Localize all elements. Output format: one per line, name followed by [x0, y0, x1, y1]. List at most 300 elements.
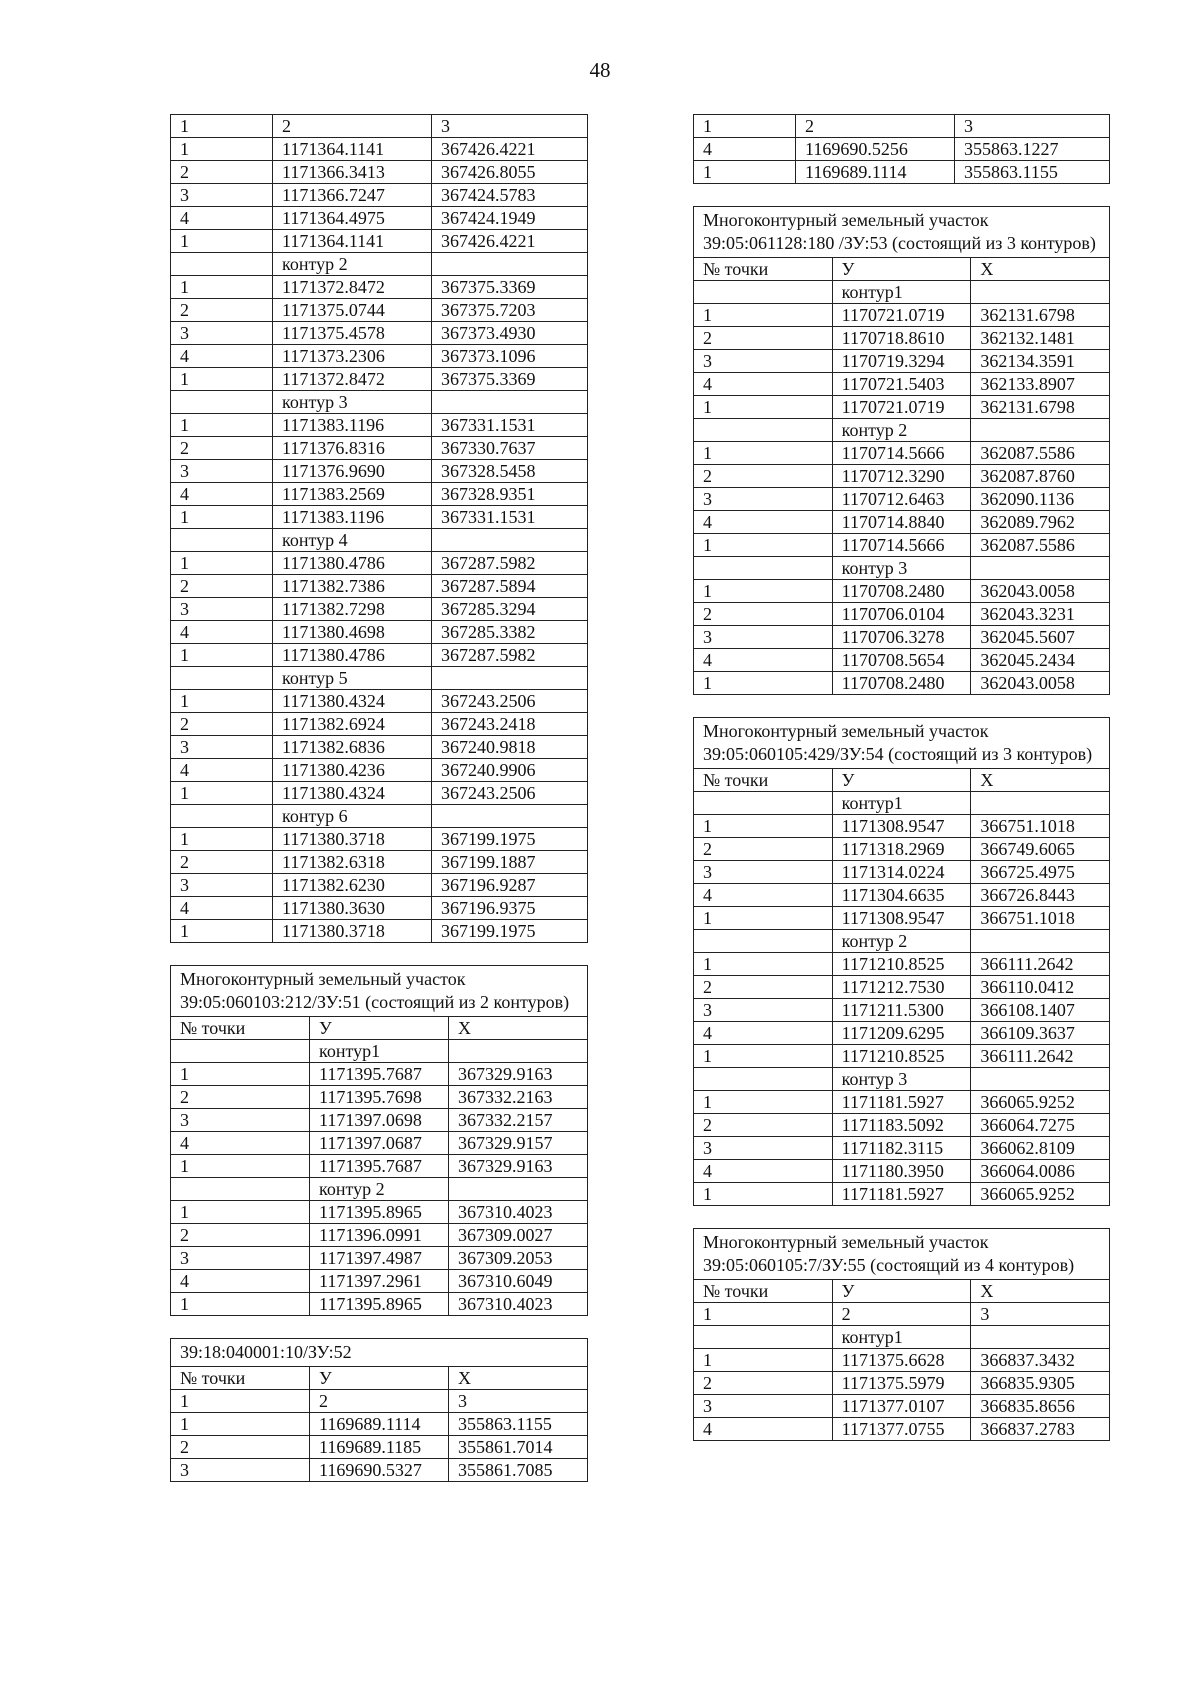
table-row: [694, 769, 1110, 792]
y-coordinate-cell: 1170712.6463: [832, 488, 971, 511]
table-title: Многоконтурный земельный участок 39:05:060103:212/ЗУ:51 (состоящий из 2 контуров): [171, 966, 588, 1017]
y-coordinate-cell: 1171375.6628: [832, 1349, 971, 1372]
point-number-cell: 1: [171, 368, 273, 391]
point-number-cell: [694, 792, 833, 815]
x-coordinate-cell: 366726.8443: [971, 884, 1110, 907]
point-number-cell: [694, 1326, 833, 1349]
table-row: [171, 1040, 588, 1063]
x-coordinate-cell: 366065.9252: [971, 1183, 1110, 1206]
x-coordinate-cell: 366062.8109: [971, 1137, 1110, 1160]
y-coordinate-cell: 1171380.4236: [273, 759, 432, 782]
y-coordinate-cell: 1171308.9547: [832, 907, 971, 930]
point-number-cell: 1: [171, 230, 273, 253]
x-coordinate-cell: [971, 281, 1110, 304]
x-coordinate-cell: 367285.3294: [432, 598, 588, 621]
table-row: [694, 884, 1110, 907]
x-coordinate-cell: 362043.3231: [971, 603, 1110, 626]
x-coordinate-cell: Х: [971, 258, 1110, 281]
point-number-cell: 1: [171, 138, 273, 161]
table-row: [694, 815, 1110, 838]
table-row: [694, 580, 1110, 603]
point-number-cell: [171, 253, 273, 276]
coordinates-table: [693, 1228, 1110, 1441]
y-coordinate-cell: 1171373.2306: [273, 345, 432, 368]
table-row: [694, 603, 1110, 626]
table-row: [171, 115, 588, 138]
x-coordinate-cell: 366108.1407: [971, 999, 1110, 1022]
y-coordinate-cell: 1171380.4786: [273, 644, 432, 667]
y-coordinate-cell: 1171183.5092: [832, 1114, 971, 1137]
table-row: [694, 930, 1110, 953]
table-row: [171, 897, 588, 920]
table-row: [171, 1224, 588, 1247]
x-coordinate-cell: 355861.7085: [449, 1459, 588, 1482]
point-number-cell: 3: [171, 1459, 310, 1482]
point-number-cell: 2: [171, 161, 273, 184]
table-row: [694, 1183, 1110, 1206]
table-row: [171, 598, 588, 621]
x-coordinate-cell: 367199.1975: [432, 920, 588, 943]
y-coordinate-cell: 1171364.4975: [273, 207, 432, 230]
table-row: [694, 1160, 1110, 1183]
x-coordinate-cell: 367328.5458: [432, 460, 588, 483]
table-row: [171, 1413, 588, 1436]
table-row: [171, 644, 588, 667]
x-coordinate-cell: Х: [449, 1017, 588, 1040]
x-coordinate-cell: 366064.0086: [971, 1160, 1110, 1183]
table-row: [694, 626, 1110, 649]
y-coordinate-cell: 1171380.4698: [273, 621, 432, 644]
y-coordinate-cell: 1171182.3115: [832, 1137, 971, 1160]
table-title: Многоконтурный земельный участок 39:05:060105:429/ЗУ:54 (состоящий из 3 контуров): [694, 718, 1110, 769]
table-row: [694, 1280, 1110, 1303]
point-number-cell: 1: [694, 953, 833, 976]
x-coordinate-cell: Х: [971, 769, 1110, 792]
y-coordinate-cell: 1171382.6924: [273, 713, 432, 736]
point-number-cell: [694, 557, 833, 580]
point-number-cell: № точки: [694, 769, 833, 792]
y-coordinate-cell: 1170708.5654: [832, 649, 971, 672]
point-number-cell: 2: [171, 575, 273, 598]
point-number-cell: 4: [694, 1418, 833, 1441]
table-row: [694, 281, 1110, 304]
table-row: [171, 345, 588, 368]
point-number-cell: 2: [694, 976, 833, 999]
y-coordinate-cell: 1171395.8965: [310, 1293, 449, 1316]
x-coordinate-cell: 366111.2642: [971, 1045, 1110, 1068]
coordinates-table: [693, 114, 1110, 184]
table-row: [694, 976, 1110, 999]
point-number-cell: 4: [171, 897, 273, 920]
x-coordinate-cell: 367285.3382: [432, 621, 588, 644]
point-number-cell: [171, 667, 273, 690]
table-row: [694, 649, 1110, 672]
table-row: [694, 1137, 1110, 1160]
y-coordinate-cell: 1170706.3278: [832, 626, 971, 649]
table-row: [171, 138, 588, 161]
table-row: [171, 759, 588, 782]
x-coordinate-cell: 367424.5783: [432, 184, 588, 207]
x-coordinate-cell: 367287.5894: [432, 575, 588, 598]
y-coordinate-cell: 2: [273, 115, 432, 138]
table-row: [171, 1390, 588, 1413]
table-row: [694, 327, 1110, 350]
y-coordinate-cell: 1171372.8472: [273, 368, 432, 391]
point-number-cell: 4: [171, 207, 273, 230]
point-number-cell: 1: [694, 1303, 833, 1326]
table-row: [694, 1091, 1110, 1114]
table-row: [171, 437, 588, 460]
point-number-cell: 1: [171, 1390, 310, 1413]
x-coordinate-cell: 367373.1096: [432, 345, 588, 368]
coordinates-table: [693, 717, 1110, 1206]
x-coordinate-cell: 367330.7637: [432, 437, 588, 460]
x-coordinate-cell: 366751.1018: [971, 815, 1110, 838]
table-title: Многоконтурный земельный участок 39:05:060105:7/ЗУ:55 (состоящий из 4 контуров): [694, 1229, 1110, 1280]
point-number-cell: 1: [694, 304, 833, 327]
y-coordinate-cell: 1171212.7530: [832, 976, 971, 999]
y-coordinate-cell: 1170719.3294: [832, 350, 971, 373]
table-row: [694, 138, 1110, 161]
table-row: [171, 1459, 588, 1482]
y-coordinate-cell: контур1: [832, 281, 971, 304]
point-number-cell: [694, 281, 833, 304]
y-coordinate-cell: контур 2: [832, 419, 971, 442]
y-coordinate-cell: контур1: [310, 1040, 449, 1063]
point-number-cell: 4: [694, 511, 833, 534]
point-number-cell: 1: [171, 644, 273, 667]
point-number-cell: 1: [694, 115, 796, 138]
y-coordinate-cell: 1171364.1141: [273, 138, 432, 161]
table-row: [171, 1367, 588, 1390]
point-number-cell: 3: [171, 322, 273, 345]
point-number-cell: 1: [171, 1155, 310, 1178]
table-row: [171, 1293, 588, 1316]
table-row: [171, 414, 588, 437]
x-coordinate-cell: 367196.9375: [432, 897, 588, 920]
y-coordinate-cell: 1170706.0104: [832, 603, 971, 626]
y-coordinate-cell: 1171308.9547: [832, 815, 971, 838]
x-coordinate-cell: 362043.0058: [971, 672, 1110, 695]
right-column: [693, 114, 1110, 1463]
point-number-cell: [171, 391, 273, 414]
x-coordinate-cell: 355863.1155: [955, 161, 1110, 184]
x-coordinate-cell: 366749.6065: [971, 838, 1110, 861]
y-coordinate-cell: 1171382.6836: [273, 736, 432, 759]
x-coordinate-cell: 366837.2783: [971, 1418, 1110, 1441]
point-number-cell: 2: [694, 327, 833, 350]
point-number-cell: [694, 419, 833, 442]
x-coordinate-cell: 366111.2642: [971, 953, 1110, 976]
point-number-cell: [171, 805, 273, 828]
x-coordinate-cell: 3: [432, 115, 588, 138]
x-coordinate-cell: 367329.9157: [449, 1132, 588, 1155]
point-number-cell: 3: [694, 1395, 833, 1418]
point-number-cell: 3: [694, 861, 833, 884]
table-row: [694, 161, 1110, 184]
table-row: [694, 861, 1110, 884]
table-row: [694, 396, 1110, 419]
x-coordinate-cell: 367328.9351: [432, 483, 588, 506]
x-coordinate-cell: 362134.3591: [971, 350, 1110, 373]
table-row: [171, 460, 588, 483]
x-coordinate-cell: 367287.5982: [432, 644, 588, 667]
y-coordinate-cell: 1171396.0991: [310, 1224, 449, 1247]
y-coordinate-cell: 1171375.0744: [273, 299, 432, 322]
x-coordinate-cell: 367329.9163: [449, 1063, 588, 1086]
y-coordinate-cell: контур 4: [273, 529, 432, 552]
table-row: [694, 1395, 1110, 1418]
point-number-cell: 1: [171, 1293, 310, 1316]
x-coordinate-cell: [971, 557, 1110, 580]
point-number-cell: [171, 1040, 310, 1063]
point-number-cell: 1: [171, 920, 273, 943]
x-coordinate-cell: [432, 253, 588, 276]
table-row: [694, 838, 1110, 861]
x-coordinate-cell: 366109.3637: [971, 1022, 1110, 1045]
x-coordinate-cell: [971, 792, 1110, 815]
y-coordinate-cell: 1171382.7298: [273, 598, 432, 621]
point-number-cell: 4: [171, 483, 273, 506]
y-coordinate-cell: контур 6: [273, 805, 432, 828]
table-row: [694, 792, 1110, 815]
y-coordinate-cell: 1171375.5979: [832, 1372, 971, 1395]
x-coordinate-cell: 367375.7203: [432, 299, 588, 322]
point-number-cell: 4: [171, 1270, 310, 1293]
y-coordinate-cell: У: [310, 1367, 449, 1390]
y-coordinate-cell: 1170714.5666: [832, 534, 971, 557]
x-coordinate-cell: 355863.1227: [955, 138, 1110, 161]
point-number-cell: 4: [694, 1022, 833, 1045]
point-number-cell: 1: [171, 1063, 310, 1086]
y-coordinate-cell: 1171380.3718: [273, 828, 432, 851]
point-number-cell: 3: [694, 488, 833, 511]
table-row: [171, 368, 588, 391]
x-coordinate-cell: 367426.4221: [432, 230, 588, 253]
table-row: [694, 1326, 1110, 1349]
y-coordinate-cell: 1171382.6318: [273, 851, 432, 874]
point-number-cell: 4: [171, 1132, 310, 1155]
point-number-cell: 2: [694, 838, 833, 861]
point-number-cell: 2: [171, 299, 273, 322]
y-coordinate-cell: 1171397.2961: [310, 1270, 449, 1293]
table-row: [171, 1270, 588, 1293]
y-coordinate-cell: 2: [310, 1390, 449, 1413]
table-row: [171, 621, 588, 644]
x-coordinate-cell: 367243.2506: [432, 690, 588, 713]
table-row: [171, 667, 588, 690]
y-coordinate-cell: 1171395.7687: [310, 1155, 449, 1178]
x-coordinate-cell: 366065.9252: [971, 1091, 1110, 1114]
y-coordinate-cell: 1171397.0698: [310, 1109, 449, 1132]
table-row: [171, 230, 588, 253]
y-coordinate-cell: контур 2: [310, 1178, 449, 1201]
point-number-cell: № точки: [171, 1017, 310, 1040]
x-coordinate-cell: [449, 1178, 588, 1201]
y-coordinate-cell: 1171364.1141: [273, 230, 432, 253]
y-coordinate-cell: 1171210.8525: [832, 1045, 971, 1068]
coordinates-table: [170, 114, 588, 943]
point-number-cell: 1: [694, 396, 833, 419]
y-coordinate-cell: контур 3: [832, 557, 971, 580]
table-row: [694, 373, 1110, 396]
table-row: [694, 1349, 1110, 1372]
x-coordinate-cell: 362090.1136: [971, 488, 1110, 511]
x-coordinate-cell: [449, 1040, 588, 1063]
x-coordinate-cell: 362087.5586: [971, 534, 1110, 557]
x-coordinate-cell: 367331.1531: [432, 506, 588, 529]
table-row: [171, 690, 588, 713]
point-number-cell: № точки: [171, 1367, 310, 1390]
x-coordinate-cell: 367332.2163: [449, 1086, 588, 1109]
point-number-cell: 1: [694, 534, 833, 557]
x-coordinate-cell: 366835.9305: [971, 1372, 1110, 1395]
y-coordinate-cell: 1169690.5327: [310, 1459, 449, 1482]
table-row: [171, 575, 588, 598]
y-coordinate-cell: У: [832, 258, 971, 281]
table-row: [171, 276, 588, 299]
y-coordinate-cell: 1169690.5256: [796, 138, 955, 161]
x-coordinate-cell: 367243.2418: [432, 713, 588, 736]
x-coordinate-cell: 367310.4023: [449, 1293, 588, 1316]
y-coordinate-cell: 1171181.5927: [832, 1183, 971, 1206]
point-number-cell: 4: [171, 345, 273, 368]
y-coordinate-cell: 1171380.4324: [273, 690, 432, 713]
table-row: [171, 1017, 588, 1040]
point-number-cell: 2: [171, 1436, 310, 1459]
point-number-cell: 1: [171, 690, 273, 713]
table-row: [694, 1418, 1110, 1441]
x-coordinate-cell: [432, 391, 588, 414]
table-row: [694, 1022, 1110, 1045]
x-coordinate-cell: 367310.4023: [449, 1201, 588, 1224]
point-number-cell: 4: [171, 759, 273, 782]
table-row: [171, 805, 588, 828]
x-coordinate-cell: 362132.1481: [971, 327, 1110, 350]
x-coordinate-cell: 362045.2434: [971, 649, 1110, 672]
table-row: [171, 299, 588, 322]
table-row: [171, 920, 588, 943]
x-coordinate-cell: [971, 1068, 1110, 1091]
x-coordinate-cell: Х: [971, 1280, 1110, 1303]
table-row: [694, 907, 1110, 930]
y-coordinate-cell: 1171314.0224: [832, 861, 971, 884]
y-coordinate-cell: 1171377.0755: [832, 1418, 971, 1441]
y-coordinate-cell: 1170721.0719: [832, 304, 971, 327]
x-coordinate-cell: 355863.1155: [449, 1413, 588, 1436]
table-row: [694, 1372, 1110, 1395]
point-number-cell: 1: [694, 580, 833, 603]
x-coordinate-cell: 367240.9818: [432, 736, 588, 759]
table-row: [694, 672, 1110, 695]
table-row: [694, 258, 1110, 281]
left-column: [170, 114, 588, 1504]
table-row: [171, 1086, 588, 1109]
point-number-cell: 3: [171, 184, 273, 207]
y-coordinate-cell: У: [832, 1280, 971, 1303]
x-coordinate-cell: 3: [449, 1390, 588, 1413]
y-coordinate-cell: 1169689.1185: [310, 1436, 449, 1459]
table-row: [694, 953, 1110, 976]
table-title-row: [171, 1339, 588, 1367]
y-coordinate-cell: 1171380.3630: [273, 897, 432, 920]
table-row: [171, 207, 588, 230]
x-coordinate-cell: 367426.4221: [432, 138, 588, 161]
x-coordinate-cell: 362087.8760: [971, 465, 1110, 488]
y-coordinate-cell: У: [832, 769, 971, 792]
table-row: [171, 1201, 588, 1224]
table-row: [171, 782, 588, 805]
point-number-cell: 1: [171, 414, 273, 437]
y-coordinate-cell: 1171210.8525: [832, 953, 971, 976]
y-coordinate-cell: 1170708.2480: [832, 580, 971, 603]
y-coordinate-cell: 1170712.3290: [832, 465, 971, 488]
point-number-cell: 3: [694, 626, 833, 649]
table-row: [694, 999, 1110, 1022]
point-number-cell: 2: [171, 851, 273, 874]
point-number-cell: 1: [694, 672, 833, 695]
y-coordinate-cell: 1169689.1114: [796, 161, 955, 184]
y-coordinate-cell: 1171372.8472: [273, 276, 432, 299]
y-coordinate-cell: контур 3: [273, 391, 432, 414]
y-coordinate-cell: контур1: [832, 792, 971, 815]
table-row: [171, 184, 588, 207]
table-row: [171, 1109, 588, 1132]
point-number-cell: 4: [694, 1160, 833, 1183]
point-number-cell: 2: [171, 1224, 310, 1247]
x-coordinate-cell: 366064.7275: [971, 1114, 1110, 1137]
y-coordinate-cell: 1171380.4786: [273, 552, 432, 575]
x-coordinate-cell: 366725.4975: [971, 861, 1110, 884]
point-number-cell: [171, 529, 273, 552]
y-coordinate-cell: 1171181.5927: [832, 1091, 971, 1114]
y-coordinate-cell: 1171395.7698: [310, 1086, 449, 1109]
x-coordinate-cell: 367309.2053: [449, 1247, 588, 1270]
y-coordinate-cell: 2: [832, 1303, 971, 1326]
table-row: [171, 851, 588, 874]
x-coordinate-cell: 362089.7962: [971, 511, 1110, 534]
table-row: [171, 1247, 588, 1270]
x-coordinate-cell: 367243.2506: [432, 782, 588, 805]
table-row: [171, 1436, 588, 1459]
point-number-cell: 1: [171, 1413, 310, 1436]
table-title-row: [171, 966, 588, 1017]
point-number-cell: 4: [694, 138, 796, 161]
table-row: [171, 529, 588, 552]
point-number-cell: [694, 930, 833, 953]
y-coordinate-cell: 1171395.8965: [310, 1201, 449, 1224]
y-coordinate-cell: контур 5: [273, 667, 432, 690]
table-title: 39:18:040001:10/ЗУ:52: [171, 1339, 588, 1367]
x-coordinate-cell: 3: [971, 1303, 1110, 1326]
y-coordinate-cell: 1171376.9690: [273, 460, 432, 483]
x-coordinate-cell: 362131.6798: [971, 396, 1110, 419]
point-number-cell: 2: [694, 1372, 833, 1395]
x-coordinate-cell: Х: [449, 1367, 588, 1390]
point-number-cell: 1: [694, 161, 796, 184]
point-number-cell: 1: [171, 115, 273, 138]
x-coordinate-cell: [971, 930, 1110, 953]
x-coordinate-cell: 366110.0412: [971, 976, 1110, 999]
y-coordinate-cell: 1170714.5666: [832, 442, 971, 465]
table-row: [171, 483, 588, 506]
x-coordinate-cell: 367199.1975: [432, 828, 588, 851]
point-number-cell: 3: [171, 1109, 310, 1132]
x-coordinate-cell: 3: [955, 115, 1110, 138]
point-number-cell: 3: [171, 874, 273, 897]
table-row: [694, 488, 1110, 511]
table-row: [694, 1303, 1110, 1326]
